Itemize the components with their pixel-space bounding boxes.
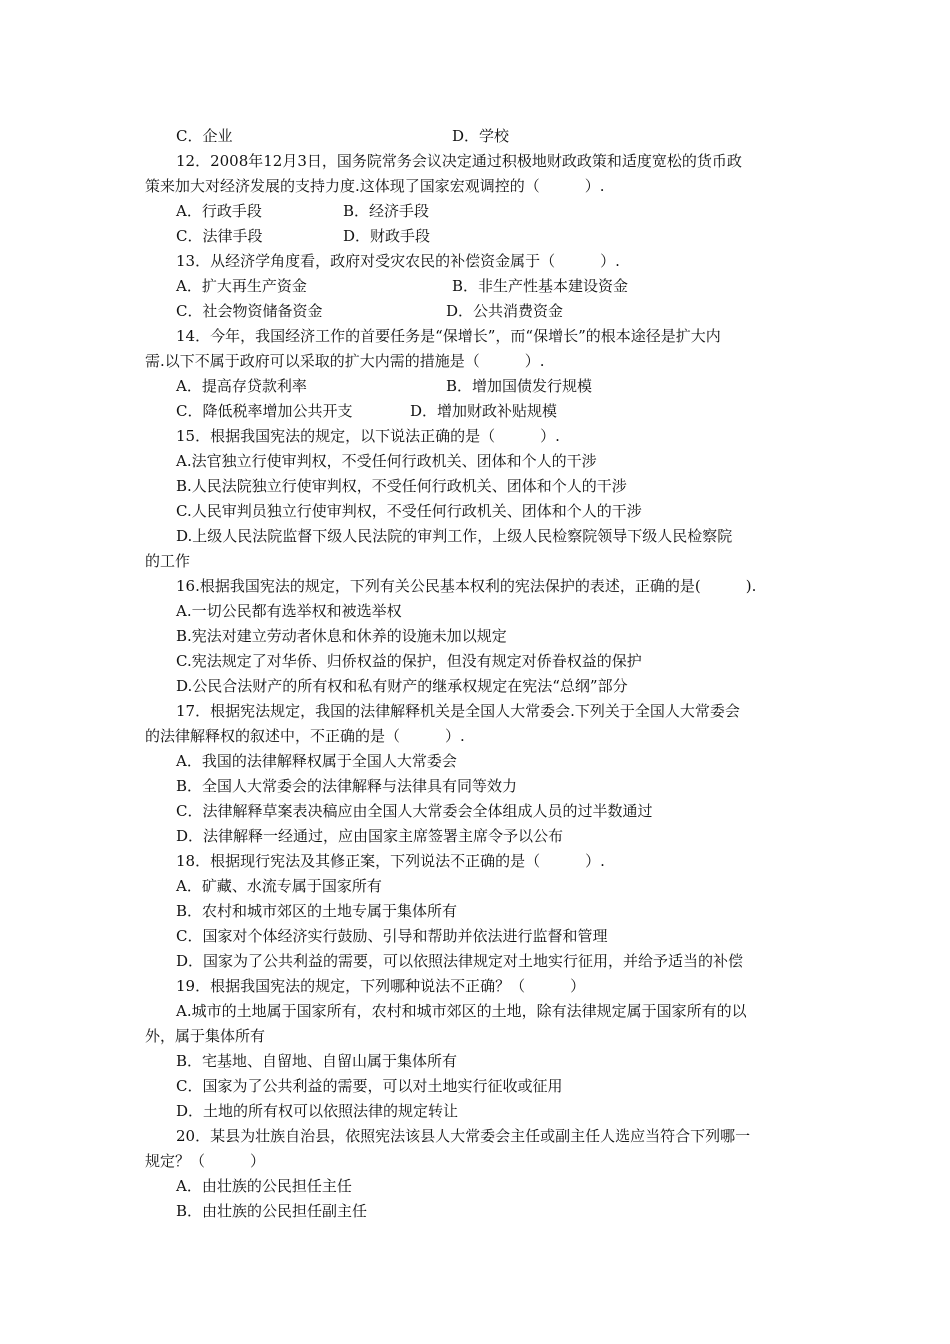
q14-option-b: B．增加国债发行规模 [446, 377, 593, 395]
q19-option-b: B．宅基地、自留地、自留山属于集体所有 [176, 1052, 458, 1070]
q12-options-ab [176, 199, 430, 224]
q11-options-cd [176, 124, 510, 149]
q12-options-cd [176, 224, 431, 249]
q12-stem-line2: 策来加大对经济发展的支持力度.这体现了国家宏观调控的（ ）. [145, 177, 605, 195]
q15-option-d-line1: D.上级人民法院监督下级人民法院的审判工作，上级人民检察院领导下级人民检察院 [176, 527, 733, 545]
q14-stem-line2: 需.以下不属于政府可以采取的扩大内需的措施是（ ）. [145, 352, 545, 370]
q14-option-d: D．增加财政补贴规模 [410, 402, 558, 420]
q17-option-b: B．全国人大常委会的法律解释与法律具有同等效力 [176, 777, 518, 795]
q15-option-d-line2: 的工作 [145, 552, 191, 570]
q13-option-a: A．扩大再生产资金 [176, 277, 307, 295]
q20-option-b: B．由壮族的公民担任副主任 [176, 1202, 368, 1220]
q14-options-ab [176, 374, 593, 399]
q16-option-b: B.宪法对建立劳动者休息和休养的设施未加以规定 [176, 627, 507, 645]
q15-stem-line1: 15．根据我国宪法的规定，以下说法正确的是（ ）. [176, 427, 560, 445]
q18-option-c: C．国家对个体经济实行鼓励、引导和帮助并依法进行监督和管理 [176, 927, 608, 945]
q12-option-c: C．法律手段 [176, 227, 263, 245]
q20-stem-line2: 规定？（ ） [145, 1152, 266, 1170]
q12-stem-line1: 12．2008年12月3日，国务院常务会议决定通过积极地财政政策和适度宽松的货币政 [176, 152, 742, 170]
q19-option-c: C．国家为了公共利益的需要，可以对土地实行征收或征用 [176, 1077, 563, 1095]
q19-option-a-line2: 外，属于集体所有 [145, 1027, 266, 1045]
q17-option-d: D．法律解释一经通过，应由国家主席签署主席令予以公布 [176, 827, 564, 845]
q12-option-d: D．财政手段 [343, 227, 431, 245]
q19-stem-line1: 19．根据我国宪法的规定，下列哪种说法不正确？（ ） [176, 977, 586, 995]
q20-stem-line1: 20．某县为壮族自治县，依照宪法该县人大常委会主任或副主任人选应当符合下列哪一 [176, 1127, 751, 1145]
q13-option-b: B．非生产性基本建设资金 [452, 277, 629, 295]
q16-option-d: D.公民合法财产的所有权和私有财产的继承权规定在宪法“总纲”部分 [176, 677, 628, 695]
q18-option-b: B．农村和城市郊区的土地专属于集体所有 [176, 902, 458, 920]
q14-stem-line1: 14．今年，我国经济工作的首要任务是“保增长”，而“保增长”的根本途径是扩大内 [176, 327, 721, 345]
q16-option-a: A.一切公民都有选举权和被选举权 [176, 602, 402, 620]
q13-options-cd [176, 299, 564, 324]
q13-option-c: C．社会物资储备资金 [176, 302, 323, 320]
q13-stem-line1: 13．从经济学角度看，政府对受灾农民的补偿资金属于（ ）. [176, 252, 620, 270]
q12-option-b: B．经济手段 [343, 202, 430, 220]
q18-option-a: A．矿藏、水流专属于国家所有 [176, 877, 382, 895]
q17-stem-line2: 的法律解释权的叙述中，不正确的是（ ）. [145, 727, 465, 745]
q15-option-b: B.人民法院独立行使审判权，不受任何行政机关、团体和个人的干涉 [176, 477, 627, 495]
q18-stem-line1: 18．根据现行宪法及其修正案，下列说法不正确的是（ ）. [176, 852, 605, 870]
q11-option-d: D．学校 [452, 127, 510, 145]
q17-option-a: A．我国的法律解释权属于全国人大常委会 [176, 752, 457, 770]
q12-option-a: A．行政手段 [176, 202, 262, 220]
q11-option-c: C．企业 [176, 127, 233, 145]
q13-options-ab [176, 274, 629, 299]
q19-option-a-line1: A.城市的土地属于国家所有，农村和城市郊区的土地，除有法律规定属于国家所有的以 [176, 1002, 747, 1020]
q15-option-a: A.法官独立行使审判权，不受任何行政机关、团体和个人的干涉 [176, 452, 597, 470]
q17-stem-line1: 17．根据宪法规定，我国的法律解释机关是全国人大常委会.下列关于全国人大常委会 [176, 702, 740, 720]
q14-option-c: C．降低税率增加公共开支 [176, 402, 353, 420]
q15-option-c: C.人民审判员独立行使审判权，不受任何行政机关、团体和个人的干涉 [176, 502, 642, 520]
q19-option-d: D．土地的所有权可以依照法律的规定转让 [176, 1102, 459, 1120]
q16-stem-line1: 16.根据我国宪法的规定，下列有关公民基本权利的宪法保护的表述，正确的是( ). [176, 577, 757, 595]
q14-option-a: A．提高存贷款利率 [176, 377, 307, 395]
q17-option-c: C．法律解释草案表决稿应由全国人大常委会全体组成人员的过半数通过 [176, 802, 653, 820]
q16-option-c: C.宪法规定了对华侨、归侨权益的保护，但没有规定对侨眷权益的保护 [176, 652, 642, 670]
q14-options-cd [176, 399, 558, 424]
q18-option-d: D．国家为了公共利益的需要，可以依照法律规定对土地实行征用，并给予适当的补偿 [176, 952, 744, 970]
q20-option-a: A．由壮族的公民担任主任 [176, 1177, 352, 1195]
q13-option-d: D．公共消费资金 [446, 302, 564, 320]
